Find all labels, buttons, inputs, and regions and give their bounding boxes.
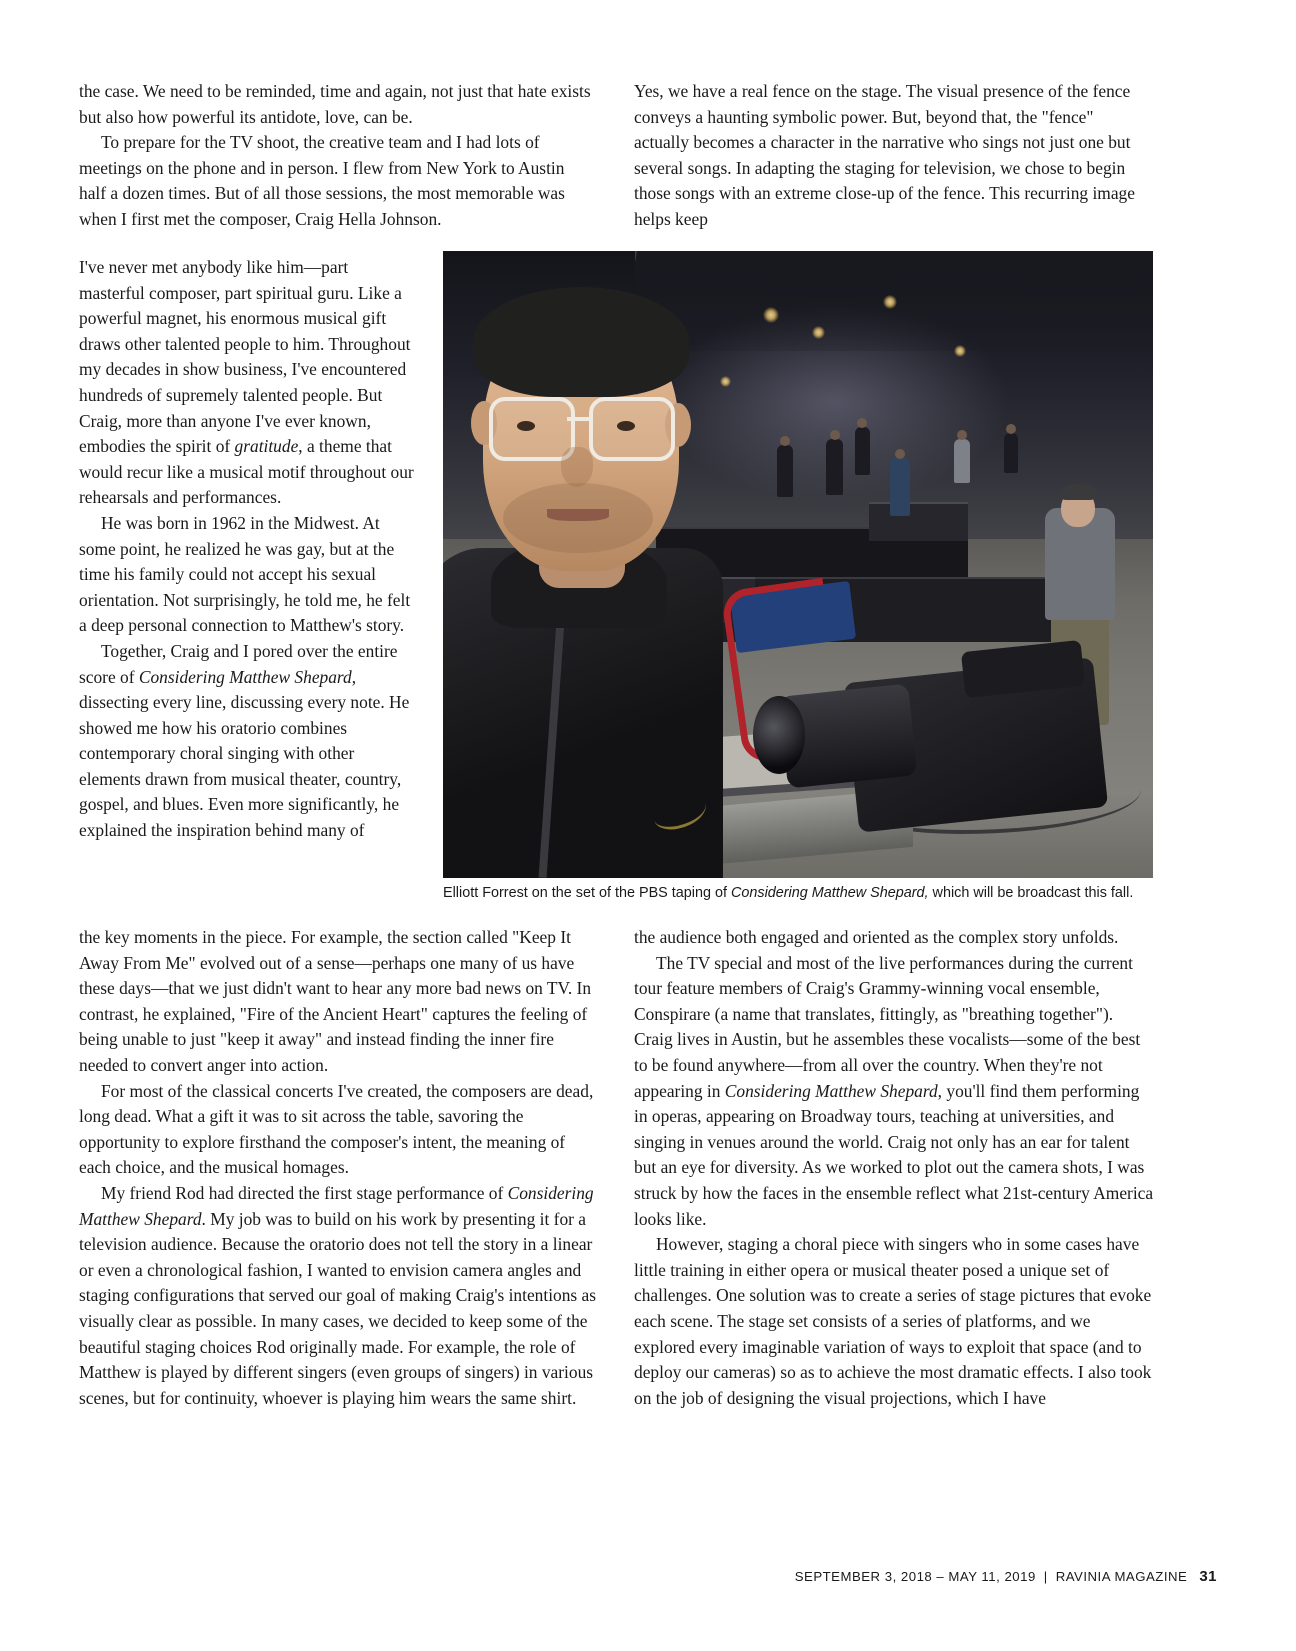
page-number: 31 <box>1199 1568 1217 1585</box>
paragraph-text: . My job was to build on his work by presenting it for a television audience. Because the oratorio does not tell the story in a linear or even a chronological fashion, I wanted to envision camera angles and staging configurations that served our goal of making Craig's intentions as visually clear as possible. In many cases, we decided to keep some of the beautiful staging choices Rod originally made. For example, the role of Matthew is played by different singers (even groups of singers) in various scenes, but for continuity, whoever is playing him wears the same shirt. <box>79 1208 597 1408</box>
work-title: Considering Matthew Shepard <box>724 1080 938 1101</box>
photo-camera-lens <box>753 696 805 774</box>
paragraph: He was born in 1962 in the Midwest. At some point, he realized he was gay, but at the time his family could not accept his sexual orientation. Not surprisingly, he told me, he felt a deep personal connection to Matthew's story. <box>79 512 411 636</box>
photo-spotlight <box>883 295 897 309</box>
photo-caption <box>443 884 1155 903</box>
column-bottom-right <box>634 925 1154 1411</box>
paragraph-text: , you'll find them performing in operas, appearing on Broadway tours, teaching at universities, and singing in venues around the world. Craig not only has an ear for talent but an eye for diversity. As we worked to plot out the camera shots, I was struck by how the faces in the ensemble reflect what 21st-century America looks like. <box>634 1080 1154 1229</box>
paragraph: Yes, we have a real fence on the stage. The visual presence of the fence conveys a haunting symbolic power. But, beyond that, the "fence" actually becomes a character in the narrative who sings not just one but several songs. In adapting the staging for television, we chose to begin those songs with an extreme close-up of the fence. This recurring image helps keep <box>634 81 1135 229</box>
caption-text-before: Elliott Forrest on the set of the PBS taping of <box>443 885 731 901</box>
photo-crew-head <box>830 430 840 440</box>
work-title: Considering Matthew Shepard <box>79 1182 594 1229</box>
photo-portrait-mouth <box>547 509 609 521</box>
paragraph-text: My friend Rod had directed the first stage performance of <box>101 1182 508 1203</box>
column-top-right <box>634 79 1152 233</box>
photo-stage-riser <box>869 502 968 542</box>
photo-portrait-hair <box>473 287 689 397</box>
photo-crew-member <box>855 427 870 475</box>
paragraph <box>79 1181 597 1411</box>
work-title: gratitude <box>234 436 299 457</box>
work-title: Considering Matthew Shepard <box>138 666 352 687</box>
footer-publication-name: RAVINIA MAGAZINE <box>1055 1569 1188 1584</box>
photo-portrait-eye <box>617 421 635 431</box>
photo-crew-head <box>957 430 967 440</box>
photo-portrait-nose <box>561 447 593 487</box>
paragraph-text: The TV special and most of the live performances during the current tour feature members of Craig's Grammy-winning vocal ensemble, Conspirare (a name that translates, fittingly, as "breathing together"). Craig lives in Austin, but he assembles these vocalists—some of the best to be found anywhere—from all over the country. When they're not appearing in <box>634 952 1141 1101</box>
column-bottom-left <box>79 925 597 1411</box>
photo-crew-head <box>780 436 790 446</box>
paragraph-text: Together, Craig and I pored over the entire score of <box>79 640 398 687</box>
photo-crew-member <box>954 439 970 483</box>
page-footer <box>795 1568 1217 1585</box>
photo-crew-head <box>895 449 905 459</box>
photo-foreground-person-hair <box>1060 484 1096 500</box>
paragraph: However, staging a choral piece with singers who in some cases have little training in either opera or musical theater posed a unique set of challenges. One solution was to create a series of stage pictures that evoke each scene. The stage set consists of a series of platforms, and we explored every imaginable variation of ways to exploit that space (and to deploy our cameras) so as to achieve the most dramatic effects. I also took on the job of designing the visual projections, which I have <box>634 1234 1152 1408</box>
photo-crew-member <box>826 439 843 495</box>
footer-separator: | <box>1043 1569 1048 1584</box>
paragraph-text: I've never met anybody like him—part masterful composer, part spiritual guru. Like a powerful magnet, his enormous musical gift draws other talented people to him. Throughout my decades in show business, I've encountered hundreds of supremely talented people. But Craig, more than anyone I've ever known, embodies the spirit of <box>79 257 411 457</box>
photo-crew-head <box>857 418 867 428</box>
paragraph: For most of the classical concerts I've created, the composers are dead, long dead. What a gift it was to sit across the table, savoring the opportunity to explore firsthand the composer's intent, the meaning of each choice, and the musical homages. <box>79 1080 594 1178</box>
paragraph <box>79 255 415 511</box>
paragraph: the audience both engaged and oriented as the complex story unfolds. <box>634 927 1119 947</box>
photo-scene <box>443 251 1153 878</box>
column-left-narrow <box>79 255 415 844</box>
photo-crew-member <box>1004 433 1018 473</box>
caption-text-after: which will be broadcast this fall. <box>928 885 1134 901</box>
article-photo <box>443 251 1153 878</box>
paragraph-text: , dissecting every line, discussing every note. He showed me how his oratorio combines contemporary choral singing with other elements drawn from musical theater, country, gospel, and blues. Even more significantly, he explained the inspiration behind many of <box>79 666 410 841</box>
paragraph: the case. We need to be reminded, time and again, not just that hate exists but also how powerful its antidote, love, can be. <box>79 81 591 127</box>
photo-portrait-subject <box>443 251 713 878</box>
footer-issue-dates: SEPTEMBER 3, 2018 – MAY 11, 2019 <box>794 1569 1036 1584</box>
photo-spotlight <box>763 307 779 323</box>
paragraph <box>79 639 415 844</box>
paragraph <box>634 951 1154 1233</box>
photo-crew-member <box>890 458 910 516</box>
photo-crew-member <box>777 445 793 497</box>
paragraph: the key moments in the piece. For example, the section called "Keep It Away From Me" evolved out of a sense—perhaps one many of us have these days—that we just didn't want to hear any more bad news on TV. In contrast, he explained, "Fire of the Ancient Heart" captures the feeling of being unable to just "keep it away" and instead finding the inner fire needed to convert anger into action. <box>79 927 592 1075</box>
caption-work-title: Considering Matthew Shepard, <box>730 885 929 901</box>
photo-portrait-eyeglass-bridge <box>567 417 591 421</box>
photo-portrait-eye <box>517 421 535 431</box>
paragraph-text: , a theme that would recur like a musical motif throughout our rehearsals and performances. <box>79 436 414 508</box>
photo-crew-head <box>1006 424 1016 434</box>
column-top-left <box>79 79 595 233</box>
paragraph: To prepare for the TV shoot, the creative team and I had lots of meetings on the phone and in person. I flew from New York to Austin half a dozen times. But of all those sessions, the most memorable was when I first met the composer, Craig Hella Johnson. <box>79 132 565 229</box>
